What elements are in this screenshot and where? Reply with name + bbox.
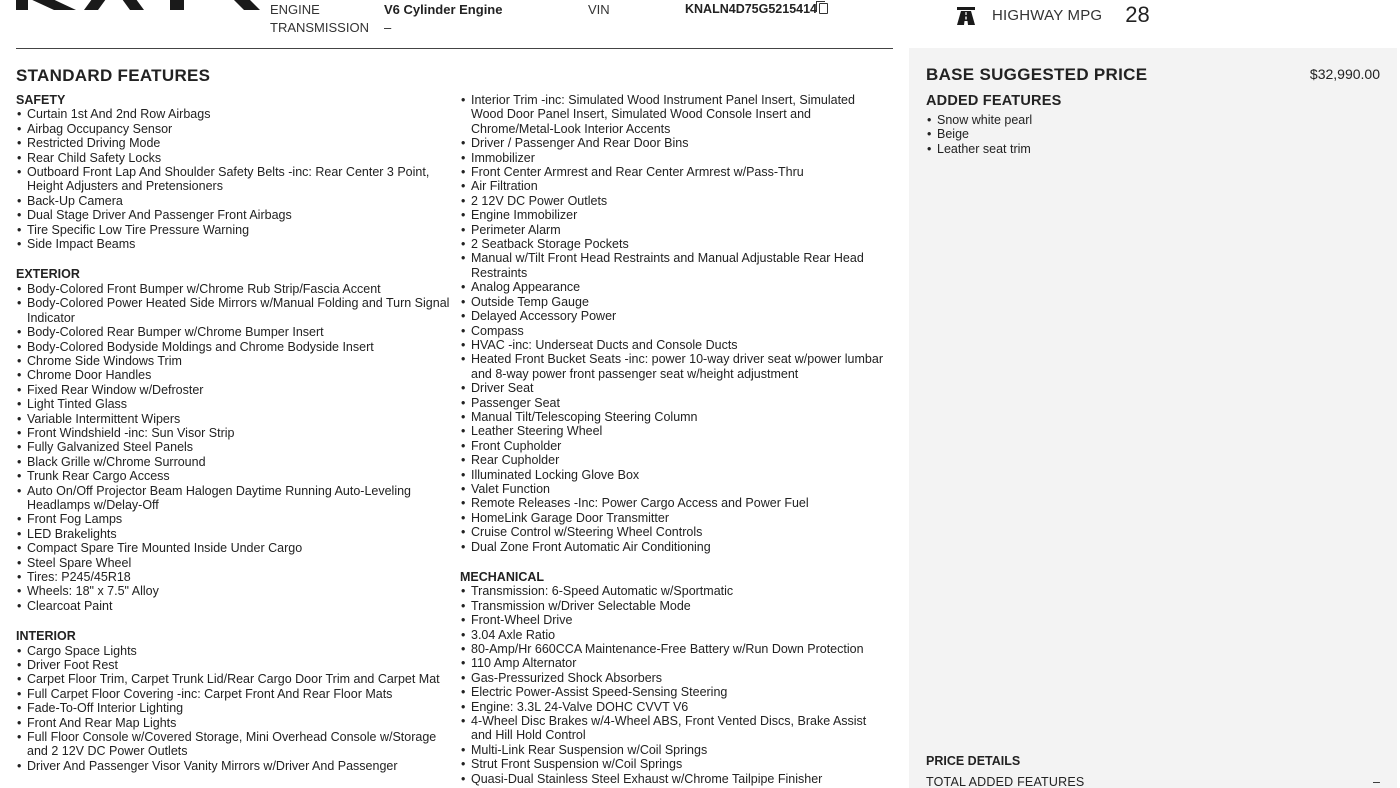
safety-list xyxy=(16,107,456,251)
highway-mpg-value: 28 xyxy=(1125,2,1150,27)
engine-value: V6 Cylinder Engine xyxy=(384,2,503,17)
feature-item: • Leather Steering Wheel xyxy=(460,424,890,438)
feature-item: • Driver And Passenger Visor Vanity Mirrors w/Driver And Passenger xyxy=(16,759,456,773)
safety-title: SAFETY xyxy=(16,93,66,107)
interior-continued-section xyxy=(460,93,890,554)
vin-label: VIN xyxy=(588,2,610,17)
feature-item: • Body-Colored Rear Bumper w/Chrome Bumper Insert xyxy=(16,325,456,339)
feature-item: • Restricted Driving Mode xyxy=(16,136,456,150)
feature-item: • Fixed Rear Window w/Defroster xyxy=(16,383,456,397)
highway-road-icon xyxy=(955,4,977,26)
feature-item: • Steel Spare Wheel xyxy=(16,556,456,570)
feature-item: • Illuminated Locking Glove Box xyxy=(460,468,890,482)
feature-item: • Auto On/Off Projector Beam Halogen Daytime Running Auto-Leveling Headlamps w/Delay-Off xyxy=(16,484,456,513)
exterior-section xyxy=(16,267,456,613)
price-details-title: PRICE DETAILS xyxy=(926,754,1021,768)
feature-item: • 2 Seatback Storage Pockets xyxy=(460,237,890,251)
feature-item: • Rear Child Safety Locks xyxy=(16,151,456,165)
feature-item: • Manual Tilt/Telescoping Steering Column xyxy=(460,410,890,424)
total-added-features-value: – xyxy=(1373,775,1380,788)
feature-item: • Analog Appearance xyxy=(460,280,890,294)
feature-item: • Beige xyxy=(926,127,1032,141)
feature-item: • Body-Colored Power Heated Side Mirrors w/Manual Folding and Turn Signal Indicator xyxy=(16,296,456,325)
feature-item: • Black Grille w/Chrome Surround xyxy=(16,455,456,469)
price-panel xyxy=(909,48,1397,788)
interior-section xyxy=(16,629,456,773)
feature-item: • Transmission w/Driver Selectable Mode xyxy=(460,599,890,613)
exterior-list xyxy=(16,282,456,613)
feature-item: • Front-Wheel Drive xyxy=(460,613,890,627)
feature-item: • Fade-To-Off Interior Lighting xyxy=(16,701,456,715)
feature-item: • Transmission: 6-Speed Automatic w/Sportmatic xyxy=(460,584,890,598)
feature-item: • Quasi-Dual Stainless Steel Exhaust w/Chrome Tailpipe Finisher xyxy=(460,772,890,786)
feature-item: • Chrome Door Handles xyxy=(16,368,456,382)
header-divider xyxy=(16,48,893,49)
feature-item: • LED Brakelights xyxy=(16,527,456,541)
feature-item: • Driver Foot Rest xyxy=(16,658,456,672)
feature-item: • Back-Up Camera xyxy=(16,194,456,208)
feature-item: • Gas-Pressurized Shock Absorbers xyxy=(460,671,890,685)
added-features-list xyxy=(926,113,1032,156)
feature-item: • Leather seat trim xyxy=(926,142,1032,156)
feature-item: • 80-Amp/Hr 660CCA Maintenance-Free Battery w/Run Down Protection xyxy=(460,642,890,656)
highway-mpg xyxy=(955,2,1150,28)
feature-item: • Front Cupholder xyxy=(460,439,890,453)
total-added-features-label: TOTAL ADDED FEATURES xyxy=(926,775,1085,788)
interior-continued-list xyxy=(460,93,890,554)
feature-item: • Front Center Armrest and Rear Center Armrest w/Pass-Thru xyxy=(460,165,890,179)
interior-title: INTERIOR xyxy=(16,629,76,644)
feature-item: • Heated Front Bucket Seats -inc: power 10-way driver seat w/power lumbar and 8-way power front passenger seat w/height adjustment xyxy=(460,352,890,381)
standard-features-title: STANDARD FEATURES xyxy=(16,66,211,85)
feature-item: • Cruise Control w/Steering Wheel Controls xyxy=(460,525,890,539)
interior-list xyxy=(16,644,456,774)
feature-item: • Passenger Seat xyxy=(460,396,890,410)
feature-item: • HVAC -inc: Underseat Ducts and Console Ducts xyxy=(460,338,890,352)
feature-item: • Airbag Occupancy Sensor xyxy=(16,122,456,136)
feature-item: • Tires: P245/45R18 xyxy=(16,570,456,584)
engine-label: ENGINE xyxy=(270,2,320,17)
features-column-left xyxy=(16,93,456,788)
feature-item: • Outside Temp Gauge xyxy=(460,295,890,309)
feature-item: • 4-Wheel Disc Brakes w/4-Wheel ABS, Front Vented Discs, Brake Assist and Hill Hold Control xyxy=(460,714,890,743)
feature-item: • Body-Colored Bodyside Moldings and Chrome Bodyside Insert xyxy=(16,340,456,354)
feature-item: • Air Filtration xyxy=(460,179,890,193)
feature-item: • Engine: 3.3L 24-Valve DOHC CVVT V6 xyxy=(460,700,890,714)
feature-item: • Full Carpet Floor Covering -inc: Carpet Front And Rear Floor Mats xyxy=(16,687,456,701)
feature-item: • Multi-Link Rear Suspension w/Coil Springs xyxy=(460,743,890,757)
feature-item: • Body-Colored Front Bumper w/Chrome Rub Strip/Fascia Accent xyxy=(16,282,456,296)
feature-item: • 110 Amp Alternator xyxy=(460,656,890,670)
base-price-value: $32,990.00 xyxy=(1309,66,1380,82)
vin-number: KNALN4D75G5215414 xyxy=(685,2,818,16)
feature-item: • Rear Cupholder xyxy=(460,453,890,467)
mechanical-list xyxy=(460,584,890,786)
feature-item: • Driver Seat xyxy=(460,381,890,395)
base-price-label: BASE SUGGESTED PRICE xyxy=(926,65,1148,84)
feature-item: • Electric Power-Assist Speed-Sensing Steering xyxy=(460,685,890,699)
feature-item: • Front And Rear Map Lights xyxy=(16,716,456,730)
feature-item: • Snow white pearl xyxy=(926,113,1032,127)
feature-item: • HomeLink Garage Door Transmitter xyxy=(460,511,890,525)
safety-section xyxy=(16,93,456,251)
feature-item: • Light Tinted Glass xyxy=(16,397,456,411)
feature-item: • Valet Function xyxy=(460,482,890,496)
transmission-value: – xyxy=(384,20,392,35)
feature-item: • Front Windshield -inc: Sun Visor Strip xyxy=(16,426,456,440)
transmission-label: TRANSMISSION xyxy=(270,20,369,35)
feature-item: • Side Impact Beams xyxy=(16,237,456,251)
feature-item: • Outboard Front Lap And Shoulder Safety Belts -inc: Rear Center 3 Point, Height Adjusters and Pretensioners xyxy=(16,165,456,194)
vin-value xyxy=(685,2,828,16)
feature-item: • Driver / Passenger And Rear Door Bins xyxy=(460,136,890,150)
feature-item: • Front Fog Lamps xyxy=(16,512,456,526)
feature-item: • Dual Stage Driver And Passenger Front Airbags xyxy=(16,208,456,222)
feature-item: • Tire Specific Low Tire Pressure Warning xyxy=(16,223,456,237)
features-column-right xyxy=(460,93,890,788)
feature-item: • Strut Front Suspension w/Coil Springs xyxy=(460,757,890,771)
feature-item: • Carpet Floor Trim, Carpet Trunk Lid/Rear Cargo Door Trim and Carpet Mat xyxy=(16,672,456,686)
feature-item: • Clearcoat Paint xyxy=(16,599,456,613)
feature-item: • Compact Spare Tire Mounted Inside Under Cargo xyxy=(16,541,456,555)
added-features-title: ADDED FEATURES xyxy=(926,93,1062,109)
feature-item: • Perimeter Alarm xyxy=(460,223,890,237)
mechanical-title: MECHANICAL xyxy=(460,570,545,584)
feature-item: • Manual w/Tilt Front Head Restraints and Manual Adjustable Rear Head Restraints xyxy=(460,251,890,280)
feature-item: • 3.04 Axle Ratio xyxy=(460,628,890,642)
feature-item: • Delayed Accessory Power xyxy=(460,309,890,323)
feature-item: • Curtain 1st And 2nd Row Airbags xyxy=(16,107,456,121)
brand-logo xyxy=(14,0,264,12)
feature-item: • Wheels: 18" x 7.5" Alloy xyxy=(16,584,456,598)
feature-item: • Full Floor Console w/Covered Storage, Mini Overhead Console w/Storage and 2 12V DC Power Outlets xyxy=(16,730,456,759)
highway-mpg-label: HIGHWAY MPG xyxy=(992,6,1103,24)
feature-item: • Interior Trim -inc: Simulated Wood Instrument Panel Insert, Simulated Wood Door Panel Insert, Simulated Wood Console Insert and Chrome/Metal-Look Interior Accents xyxy=(460,93,890,136)
feature-item: • Dual Zone Front Automatic Air Conditioning xyxy=(460,540,890,554)
feature-item: • Engine Immobilizer xyxy=(460,208,890,222)
feature-item: • Fully Galvanized Steel Panels xyxy=(16,440,456,454)
feature-item: • Compass xyxy=(460,324,890,338)
copy-icon[interactable] xyxy=(819,3,828,14)
feature-item: • Chrome Side Windows Trim xyxy=(16,354,456,368)
exterior-title: EXTERIOR xyxy=(16,267,80,282)
feature-item: • Remote Releases -Inc: Power Cargo Access and Power Fuel xyxy=(460,496,890,510)
feature-item: • Trunk Rear Cargo Access xyxy=(16,469,456,483)
feature-item: • Immobilizer xyxy=(460,151,890,165)
feature-item: • Variable Intermittent Wipers xyxy=(16,412,456,426)
feature-item: • 2 12V DC Power Outlets xyxy=(460,194,890,208)
feature-item: • Cargo Space Lights xyxy=(16,644,456,658)
mechanical-section xyxy=(460,570,890,786)
